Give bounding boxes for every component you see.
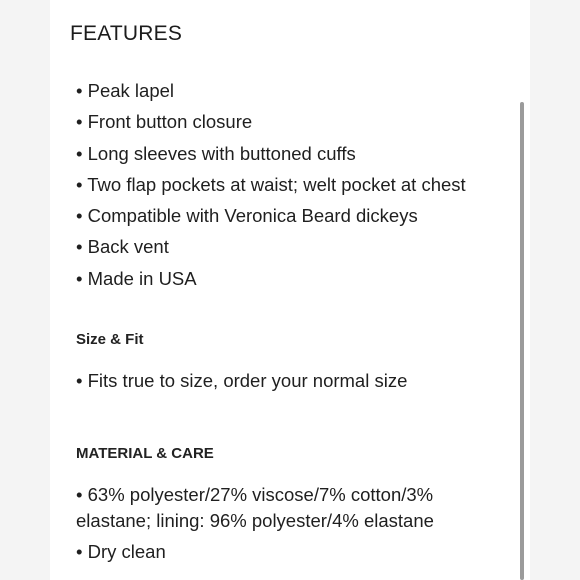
material-care-heading: MATERIAL & CARE <box>76 445 214 462</box>
list-item: • 63% polyester/27% viscose/7% cotton/3% elastane; lining: 96% polyester/4% elastane <box>76 484 434 531</box>
list-item: • Fits true to size, order your normal size <box>76 370 408 391</box>
size-fit-list <box>76 368 506 394</box>
left-gutter <box>0 0 50 580</box>
list-item: • Front button closure <box>76 111 253 133</box>
material-care-list <box>76 482 506 565</box>
features-heading: FEATURES <box>70 22 183 45</box>
scrollbar[interactable] <box>520 102 524 580</box>
list-item: • Made in USA <box>76 267 197 289</box>
size-fit-heading: Size & Fit <box>76 331 144 348</box>
features-list <box>76 78 506 292</box>
list-item: • Back vent <box>76 236 169 258</box>
list-item: • Peak lapel <box>76 80 175 101</box>
list-item: • Compatible with Veronica Beard dickeys <box>76 205 418 227</box>
list-item: • Long sleeves with buttoned cuffs <box>76 142 356 164</box>
list-item: • Two flap pockets at waist; welt pocket at chest <box>76 173 466 195</box>
right-gutter <box>530 0 580 580</box>
list-item: • Dry clean <box>76 541 166 563</box>
